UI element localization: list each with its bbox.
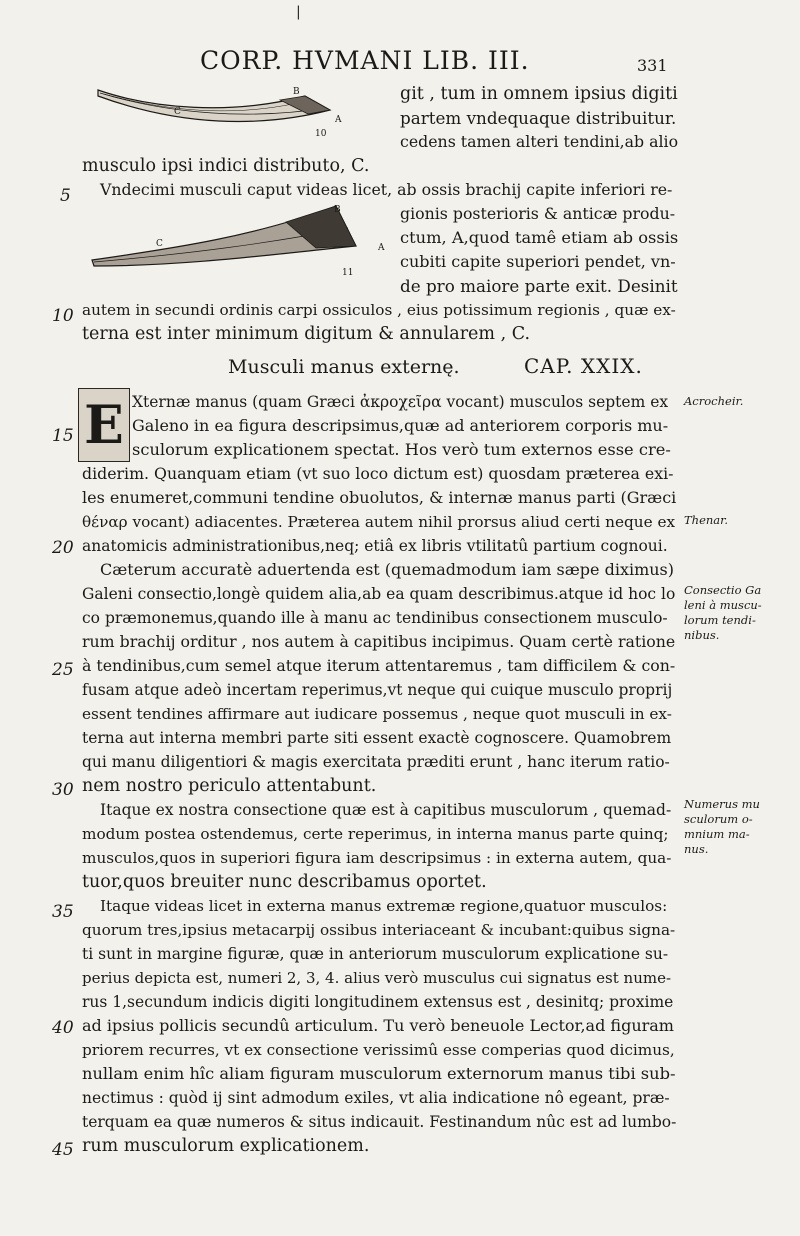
margin-note-numerus bbox=[684, 797, 760, 857]
text-line: perius depicta est, numeri 2, 3, 4. alius verò musculus cui signatus est nume- bbox=[82, 969, 672, 987]
text-line: Galeni consectio,longè quidem alia,ab ea quam describimus.atque id hoc lo bbox=[82, 585, 676, 603]
muscle-figure-1 bbox=[90, 84, 390, 146]
fig1-label-b: B bbox=[293, 87, 300, 97]
text-line: terquam ea quæ numeros & situs indicauit. Festinandum nûc est ad lumbo- bbox=[82, 1113, 677, 1131]
text-line: Galeno in ea figura descripsimus,quæ ad anteriorem corporis mu- bbox=[132, 416, 669, 435]
text-line: nem nostro periculo attentabunt. bbox=[82, 776, 377, 796]
fig2-label-c: C bbox=[156, 239, 163, 249]
margin-note-line: sculorum o- bbox=[684, 812, 753, 826]
text-line: cubiti capite superiori pendet, vn- bbox=[400, 252, 676, 271]
line-number: 15 bbox=[52, 426, 74, 446]
text-line: rus 1,secundum indicis digiti longitudinem extensus est , desinitq; proxime bbox=[82, 993, 674, 1011]
margin-note-line: mnium ma- bbox=[684, 827, 750, 841]
text-line: Xternæ manus (quam Græci ἀκροχεῖρα vocant) musculos septem ex bbox=[132, 393, 669, 411]
text-line: rum musculorum explicationem. bbox=[82, 1136, 370, 1156]
text-line: θέναρ vocant) adiacentes. Præterea autem nihil prorsus aliud certi neque ex bbox=[82, 513, 676, 531]
text-line: les enumeret,communi tendine obuolutos, & internæ manus parti (Græci bbox=[82, 488, 677, 507]
text-line: nectimus : quòd ij sint admodum exiles, vt alia indicatione nô egeant, præ- bbox=[82, 1089, 670, 1107]
chapter-number: CAP. XXIX. bbox=[524, 354, 643, 378]
text-line: à tendinibus,cum semel atque iterum attentaremus , tam difficilem & con- bbox=[82, 656, 676, 675]
text-line: co præmonemus,quando ille à manu ac tendinibus consectionem musculo- bbox=[82, 609, 668, 627]
fig1-label-c: C bbox=[174, 107, 181, 117]
page-number: 331 bbox=[637, 56, 668, 75]
line-number: 25 bbox=[52, 660, 74, 680]
line-number: 5 bbox=[60, 186, 71, 206]
text-line: autem in secundi ordinis carpi ossiculos , eius potissimum regionis , quæ ex- bbox=[82, 301, 676, 319]
text-line: terna est inter minimum digitum & annularem , C. bbox=[82, 324, 531, 344]
text-line: ctum, A,quod tamê etiam ab ossis bbox=[400, 228, 679, 247]
text-line: essent tendines affirmare aut iudicare possemus , neque quot musculi in ex- bbox=[82, 705, 672, 723]
text-line: Cæterum accuratè aduertenda est (quemadmodum iam sæpe diximus) bbox=[100, 560, 675, 579]
margin-note-line: nus. bbox=[684, 842, 709, 856]
line-number: 30 bbox=[52, 780, 74, 800]
text-line: tuor,quos breuiter nunc describamus oportet. bbox=[82, 872, 487, 892]
line-number: 45 bbox=[52, 1140, 74, 1160]
margin-note-line: Thenar. bbox=[684, 513, 729, 527]
text-line: modum postea ostendemus, certe reperimus, in interna manus parte quinq; bbox=[82, 825, 669, 843]
text-line: musculos,quos in superiori figura iam descripsimus : in externa autem, qua- bbox=[82, 849, 672, 867]
fig2-label-num: 11 bbox=[342, 268, 354, 278]
fig2-label-b: B bbox=[334, 205, 341, 215]
running-title: CORP. HVMANI LIB. III. bbox=[200, 46, 530, 75]
text-line: ad ipsius pollicis secundû articulum. Tu verò beneuole Lector,ad figuram bbox=[82, 1016, 674, 1035]
margin-note-consectio bbox=[684, 583, 762, 643]
text-line: ti sunt in margine figuræ, quæ in anteriorum musculorum explicatione su- bbox=[82, 945, 669, 963]
text-line: anatomicis administrationibus,neq; etiâ ex libris vtilitatû partium cognoui. bbox=[82, 537, 668, 555]
text-line: partem vndequaque distribuitur. bbox=[400, 108, 677, 128]
margin-note-acrocheir bbox=[684, 394, 743, 409]
muscle-figure-2 bbox=[86, 200, 396, 282]
text-line: fusam atque adeò incertam reperimus,vt neque qui cuique musculo proprij bbox=[82, 681, 673, 699]
text-line: diderim. Quanquam etiam (vt suo loco dictum est) quosdam præterea exi- bbox=[82, 464, 674, 483]
text-line: quorum tres,ipsius metacarpij ossibus interiaceant & incubant:quibus signa- bbox=[82, 921, 676, 939]
line-number: 10 bbox=[52, 306, 74, 326]
margin-note-line: Consectio Ga bbox=[684, 583, 762, 597]
text-line: priorem recurres, vt ex consectione verissimû esse comperias quod dicimus, bbox=[82, 1041, 675, 1059]
drop-cap-initial: E bbox=[78, 388, 130, 462]
margin-note-line: lorum tendi- bbox=[684, 613, 756, 627]
text-line: musculo ipsi indici distributo, C. bbox=[82, 156, 370, 176]
top-tick-mark: | bbox=[296, 4, 301, 20]
text-line: qui manu diligentiori & magis exercitata præditi erunt , hanc iterum ratio- bbox=[82, 753, 670, 771]
running-header bbox=[0, 46, 800, 86]
line-number: 40 bbox=[52, 1018, 74, 1038]
text-line: cedens tamen alteri tendini,ab alio bbox=[400, 132, 679, 151]
text-line: Itaque videas licet in externa manus extremæ regione,quatuor musculos: bbox=[100, 897, 668, 915]
text-line: de pro maiore parte exit. Desinit bbox=[400, 276, 678, 296]
text-line: rum brachij orditur , nos autem à capitibus incipimus. Quam certè ratione bbox=[82, 632, 676, 651]
fig1-label-num: 10 bbox=[315, 129, 327, 139]
margin-note-line: nibus. bbox=[684, 628, 720, 642]
text-line: sculorum explicationem spectat. Hos verò tum externos esse cre- bbox=[132, 440, 671, 459]
text-line: terna aut interna membri parte siti essent exactè cognoscere. Quamobrem bbox=[82, 729, 672, 747]
chapter-subtitle: Musculi manus externę. bbox=[228, 356, 460, 378]
fig2-label-a: A bbox=[378, 243, 385, 253]
line-number: 35 bbox=[52, 902, 74, 922]
text-line: gionis posterioris & anticæ produ- bbox=[400, 204, 676, 223]
margin-note-line: Acrocheir. bbox=[684, 394, 744, 408]
text-line: git , tum in omnem ipsius digiti bbox=[400, 84, 678, 104]
fig1-label-a: A bbox=[335, 115, 342, 125]
margin-note-line: Numerus mu bbox=[684, 797, 760, 811]
text-line: Itaque ex nostra consectione quæ est à capitibus musculorum , quemad- bbox=[100, 801, 672, 819]
margin-note-line: leni à muscu- bbox=[684, 598, 762, 612]
text-line: nullam enim hîc aliam figuram musculorum externorum manus tibi sub- bbox=[82, 1064, 676, 1083]
text-line: Vndecimi musculi caput videas licet, ab ossis brachij capite inferiori re- bbox=[100, 180, 673, 199]
margin-note-thenar bbox=[684, 513, 728, 528]
line-number: 20 bbox=[52, 538, 74, 558]
chapter-heading bbox=[0, 354, 800, 384]
